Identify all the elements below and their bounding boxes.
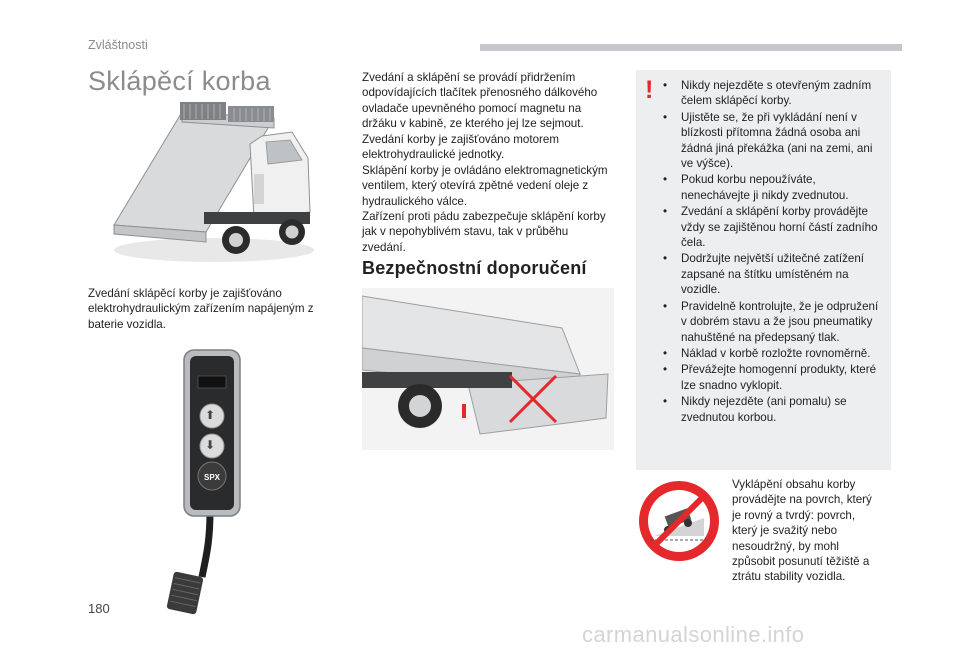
middle-paragraph-2: Zvedání korby je zajišťováno motorem elektrohydraulické jednotky. (362, 133, 560, 162)
safety-heading: Bezpečnostní doporučení (362, 258, 587, 278)
list-item: • Ujistěte se, že při vykládání není v blízkosti přítomna žádná osoba ani žádná jiná překážka (ani na zemi, ani ve výšce). (663, 110, 873, 171)
list-item: • Zvedání a sklápění korby provádějte vždy se zajištěnou horní částí zadního čela. (663, 205, 878, 250)
middle-paragraph-1: Zvedání a sklápění se provádí přidržením odpovídajících tlačítek přenosného dálkového ovladače upevněného pomocí magnetu na držáku v kabině, ze kterého jej lze sejmout. (362, 71, 598, 131)
middle-paragraph-3: Sklápění korby je ovládáno elektromagnetickým ventilem, který otevírá zpětné vedení oleje z hydraulického válce. (362, 164, 608, 208)
prohibited-cross-icon (506, 372, 560, 426)
bottom-note: Vyklápění obsahu korby provádějte na povrch, který je rovný a tvrdý: povrch, který je svažitý nebo nesoudržný, by mohl způsobit posunutí těžiště a ztrátu stability vozidla. (732, 478, 872, 584)
up-arrow-icon: ⬆ (205, 408, 216, 422)
left-paragraph: Zvedání sklápěcí korby je zajišťováno elektrohydraulickým zařízením napájeným z baterie vozidla. (88, 287, 314, 331)
down-arrow-icon: ⬇ (205, 438, 216, 452)
tipper-truck-illustration (104, 100, 314, 270)
list-item: • Nikdy nejezděte s otevřeným zadním čelem sklápěcí korby. (663, 79, 872, 108)
watermark: carmanualsonline.info (582, 622, 805, 647)
page-number: 180 (88, 601, 110, 616)
section-header: Zvláštnosti (88, 38, 148, 52)
list-item: • Pokud korbu nepoužíváte, nenechávejte ji nikdy zvednutou. (663, 173, 849, 202)
exclamation-warning-icon: ! (645, 76, 654, 104)
page-title: Sklápěcí korba (88, 66, 271, 96)
warning-list (653, 78, 885, 426)
list-item: • Nikdy nejezděte (ani pomalu) se zvednutou korbou. (663, 395, 847, 424)
list-item: • Dodržujte největší užitečné zatížení zapsané na štítku umístěném na vozidle. (663, 252, 865, 297)
no-slope-unloading-icon (636, 478, 722, 564)
remote-control-illustration (164, 342, 254, 622)
incorrect-usage-illustration (362, 288, 614, 450)
list-item: • Převážejte homogenní produkty, které lze snadno vyklopit. (663, 363, 877, 392)
list-item: • Náklad v korbě rozložte rovnoměrně. (663, 346, 871, 360)
header-rule (480, 44, 902, 51)
remote-label: SPX (203, 473, 221, 482)
middle-paragraph-4: Zařízení proti pádu zabezpečuje sklápění korby jak v nepohyblivém stavu, tak v průběhu zvedání. (362, 210, 606, 254)
list-item: • Pravidelně kontrolujte, že je odpružení v dobrém stavu a že jsou pneumatiky nahuštěné na předepsaný tlak. (663, 299, 879, 344)
